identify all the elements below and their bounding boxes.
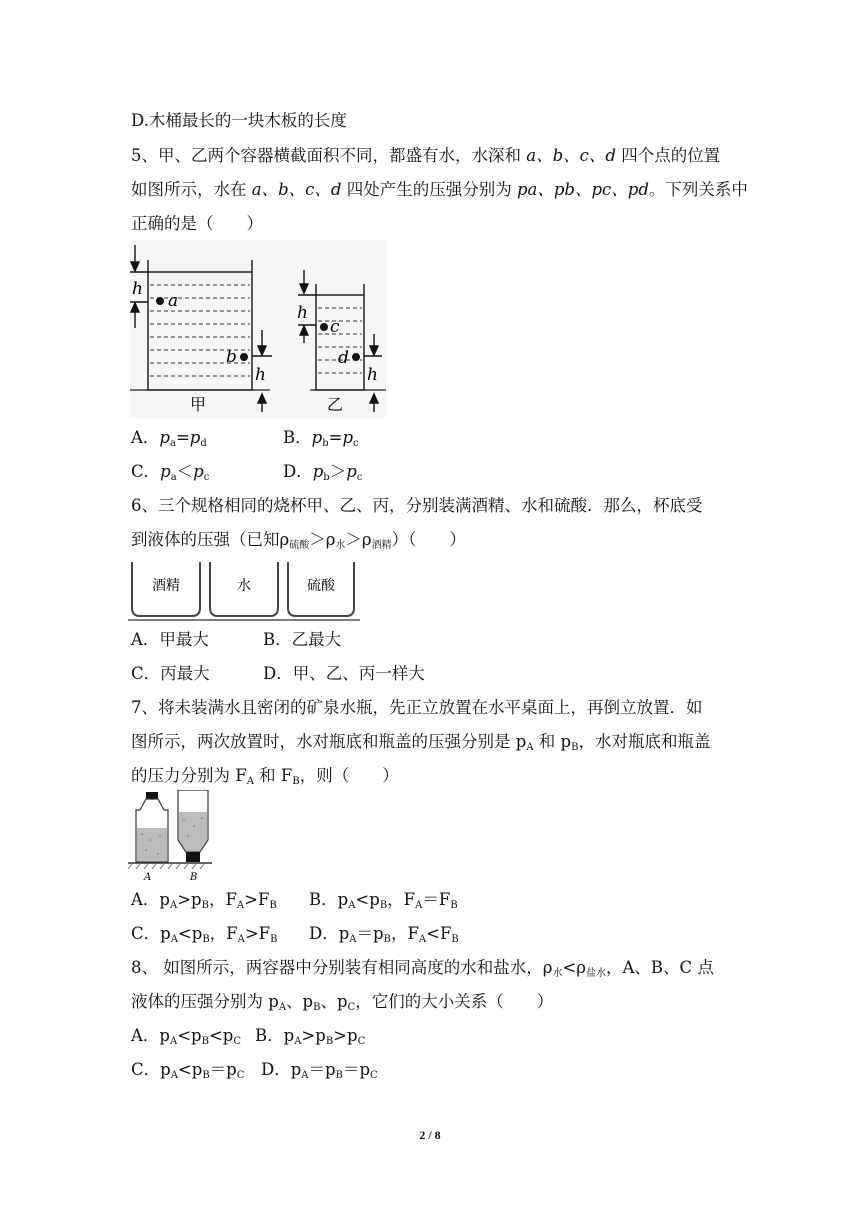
q6-beakers-figure [128, 558, 360, 622]
q5-label-yi: 乙 [327, 395, 344, 414]
q5-h-label: h [132, 279, 143, 299]
q5-stem-line2: 如图所示，水在 a、b、c、d 四处产生的压强分别为 pa、pb、pc、pd。下列关系中 [131, 180, 748, 199]
beaker-water-label: 水 [237, 578, 251, 594]
q7-label-b: B [190, 872, 198, 882]
svg-text:h: h [255, 365, 266, 385]
q7-option-d[interactable]: D．$p_A=p_B$，$F_A<F_B$ [309, 924, 459, 945]
beaker-alcohol-label: 酒精 [152, 578, 180, 594]
q7-stem-line1: 7、将未装满水且密闭的矿泉水瓶，先正立放置在水平桌面上，再倒立放置．如 [131, 698, 703, 717]
svg-text:h: h [297, 303, 308, 323]
q7-option-b[interactable]: B．$p_A<p_B$，$F_A=F_B$ [309, 890, 458, 911]
q8-stem-line2: 液体的压强分别为 $p_A$、$p_B$、$p_C$，它们的大小关系（ ） [131, 992, 554, 1013]
q4-option-d: D.木桶最长的一块木板的长度 [131, 111, 347, 130]
q7-bottles-figure [128, 790, 212, 882]
page-number: 2 / 8 [419, 1128, 441, 1142]
q6-stem-line1: 6、三个规格相同的烧杯甲、乙、丙，分别装满酒精、水和硫酸．那么，杯底受 [131, 496, 703, 515]
q8-option-a[interactable]: A．$p_A<p_B<p_C$ [131, 1026, 242, 1047]
q5-point-c: c [330, 317, 340, 337]
q5-point-b: b [226, 347, 237, 367]
q7-option-a[interactable]: A．$p_A>p_B$，$F_A>F_B$ [131, 890, 277, 911]
q5-option-a[interactable]: A．$p_a=p_d$ [131, 428, 207, 449]
q7-stem-line3: 的压力分别为 $F_A$ 和 $F_B$，则（ ） [131, 766, 399, 787]
q6-option-d[interactable]: D．甲、乙、丙一样大 [263, 664, 425, 683]
q5-option-d[interactable]: D．$p_b>p_c$ [283, 462, 363, 483]
q7-stem-line2: 图所示，两次放置时，水对瓶底和瓶盖的压强分别是 $p_A$ 和 $p_B$，水对瓶底和瓶盖 [131, 732, 711, 753]
q6-option-a[interactable]: A．甲最大 [131, 630, 209, 649]
q8-option-d[interactable]: D．$p_A=p_B=p_C$ [261, 1060, 378, 1081]
q5-option-c[interactable]: C．$p_a<p_c$ [131, 462, 210, 483]
q5-point-a: a [168, 291, 179, 311]
q8-option-b[interactable]: B．$p_A>p_B>p_C$ [255, 1026, 366, 1047]
svg-text:h: h [367, 365, 378, 385]
q7-option-c[interactable]: C．$p_A<p_B$，$F_A>F_B$ [131, 924, 278, 945]
q5-stem-line1: 5、甲、乙两个容器横截面积不同，都盛有水，水深和 a、b、c、d 四个点的位置 [131, 146, 721, 165]
q6-stem-line2: 到液体的压强（已知$\rho_{硫酸}>\rho_水>\rho_{酒精}$）（ ） [131, 530, 466, 551]
q5-option-b[interactable]: B．$p_b=p_c$ [283, 428, 359, 449]
q6-option-b[interactable]: B．乙最大 [263, 630, 342, 649]
q5-stem-line3: 正确的是（ ） [131, 214, 263, 233]
q7-label-a: A [144, 872, 152, 882]
q5-label-jia: 甲 [190, 395, 207, 414]
q5-point-d: d [338, 348, 349, 368]
beaker-acid-label: 硫酸 [307, 578, 335, 594]
q8-stem-line1: 8、 如图所示，两容器中分别装有相同高度的水和盐水，$\rho_水<\rho_{盐水}$，A、B、C 点 [131, 958, 714, 979]
q5-figure [130, 240, 386, 418]
q8-option-c[interactable]: C．$p_A<p_B=p_C$ [131, 1060, 245, 1081]
q6-option-c[interactable]: C．丙最大 [131, 664, 210, 683]
